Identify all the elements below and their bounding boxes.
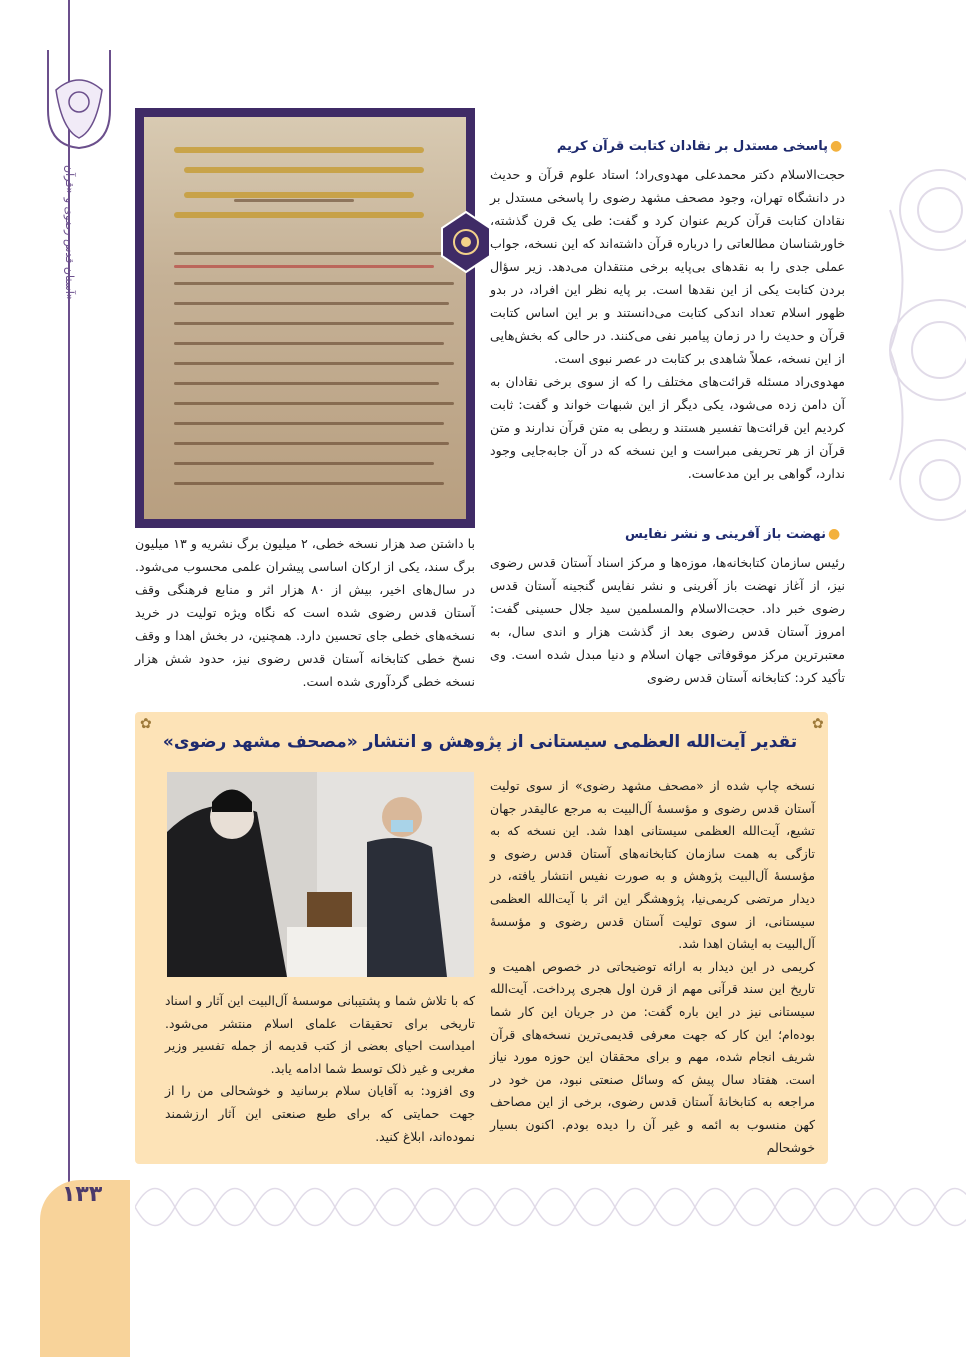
box-body-right: [490, 775, 815, 1159]
page-number: ۱۳۳: [62, 1182, 103, 1207]
section-heading: نهضت باز آفرینی و نشر نفایس: [625, 527, 826, 542]
meeting-photo: [167, 772, 474, 977]
section-body-continued: با داشتن صد هزار نسخه خطی، ۲ میلیون برگ نشریه و ۱۳ میلیون برگ سند، یکی از ارکان اساسی پیشران علمی محسوب می‌شود. در سال‌های اخیر، بیش از ۸۰ هزار اثر و منابع فرهنگی وقف آستان قدس رضوی شده است که نگاه ویژه تولیت در خرید نسخه‌های خطی جای تحسین دارد. همچنین، در بخش اهدا و وقف نسخ خطی کتابخانه آستان قدس رضوی نیز، حدود شش هزار نسخه خطی گردآوری شده است.: [135, 536, 475, 689]
corner-ornament-icon: ✿: [140, 716, 152, 732]
border-pattern-icon: [135, 1170, 966, 1245]
paragraph: که با تلاش شما و پشتیبانی موسسهٔ آل‌البیت این آثار و اسناد تاریخی برای تحقیقات علمای اسلام منتشر می‌شود. امیداست احیای بعضی از کتب قدیمه از جمله تفسیر وزیر مغربی و غیر ذلک توسط شما ادامه یابد.: [165, 993, 475, 1076]
paragraph: نسخه چاپ شده از «مصحف مشهد رضوی» از سوی تولیت آستان قدس رضوی و مؤسسهٔ آل‌البیت به مرجع عالیقدر جهان تشیع، آیت‌الله العظمی سیستانی اهدا شد. این نسخه که به تازگی به همت سازمان کتابخانه‌های آستان قدس رضوی و مؤسسهٔ آل‌البیت پژوهش و به صورت نفیس انتشار یافته، در دیدار مرتضی کریمی‌نیا، پژوهشگر این اثر با آیت‌الله العظمی سیستانی، از سوی تولیت آستان قدس رضوی و مؤسسهٔ آل‌البیت به ایشان اهدا شد.: [490, 778, 815, 952]
box-title: تقدیر آیت‌الله العظمی سیستانی از پژوهش و انتشار «مصحف مشهد رضوی»: [162, 732, 798, 752]
manuscript-page: [144, 117, 466, 519]
section-body: رئیس سازمان کتابخانه‌ها، موزه‌ها و مرکز اسناد آستان قدس رضوی نیز، از آغاز نهضت باز آفرینی و نشر نفایس گنجینه آستان قدس رضوی خبر داد. حجت‌الاسلام والمسلمین سید جلال حسینی گفت: امروز آستان قدس رضوی بعد از گذشت هزار و اندی سال، به معتبرترین مرکز موقوفاتی جهان اسلام و دنیا مبدل شده است. وی تأکید کرد: کتابخانه آستان قدس رضوی: [490, 555, 845, 685]
arabesque-ornament-icon: [850, 150, 966, 530]
paragraph: کریمی در این دیدار به ارائه توضیحاتی در خصوص اهمیت و تاریخ این سند قرآنی مهم از قرن اول هجری پرداخت. آیت‌الله سیستانی نیز در این باره گفت: من در جریان این کار شما بوده‌ام؛ این کار که جهت معرفی قدیمی‌ترین نسخه‌های قرآن شریف انجام شده، مهم و برای محققان این حوزه مورد نیاز است. هفتاد سال پیش که وسائل صنعتی نبود، من خود در مراجعه به کتابخانهٔ آستان قدس رضوی، برخی از این مصاحف کهن منسوب به ائمه و غیر آن را دیده بودم. اکنون بسیار خوشحالم: [490, 958, 815, 1155]
box-body-left: [165, 990, 475, 1148]
section-body: [490, 163, 845, 485]
ornament-medallion-icon: [438, 210, 494, 274]
heading-bullet-icon: ●: [830, 138, 843, 154]
magazine-logo: [46, 50, 112, 150]
paragraph: مهدوی‌راد مسئله قرائت‌های مختلف را که از سوی برخی نقادان به آن دامن زده می‌شود، یکی دیگر از این شبهات خواند و گفت: ثابت کردیم این قرائت‌ها تفسیر هستند و ربطی به متن قرآن ندارند و متن قرآن از هر تحریفی مبراست و این نسخه که در آن جابه‌جایی وجود ندارد، گواهی بر این مدعاست.: [490, 374, 845, 481]
corner-ornament-icon: ✿: [812, 716, 824, 732]
paragraph: حجت‌الاسلام دکتر محمدعلی مهدوی‌راد؛ استاد علوم قرآن و حدیث در دانشگاه تهران، وجود مصحف مشهد رضوی را پاسخی مستدل بر نقادان کتابت قرآن کریم عنوان کرد و گفت: طی یک قرن گذشته، خاورشناسان مطالعاتی را درباره قرآن داشته‌اند که این نسخه، جواب عملی جدی را به نقدهای بی‌پایه برخی منتقدان می‌دهد. زیر سؤال بردن کتابت یکی از این نقدها است. بر پایه نظر این افراد، در بدو ظهور اسلام تعداد اندکی کتابت می‌دانستند و بر این اساس کتابت قرآن و حدیث را در زمان پیامبر نفی می‌کنند. در حالی که بخش‌هایی از این نسخه، عملاً شاهدی بر کتابت در عصر نبوی است.: [490, 167, 845, 366]
paragraph: وی افزود: به آقایان سلام برسانید و خوشحالی من را از جهت حمایتی که برای طبع صنعتی این آثار ارزشمند نموده‌اند، ابلاغ کنید.: [165, 1083, 475, 1144]
section-heading: پاسخی مستدل بر نقادان کتابت قرآن کریم: [556, 139, 828, 154]
section-label: آستان قدس رضوی و «قرآن»: [63, 165, 76, 301]
heading-bullet-icon: ●: [828, 526, 841, 542]
